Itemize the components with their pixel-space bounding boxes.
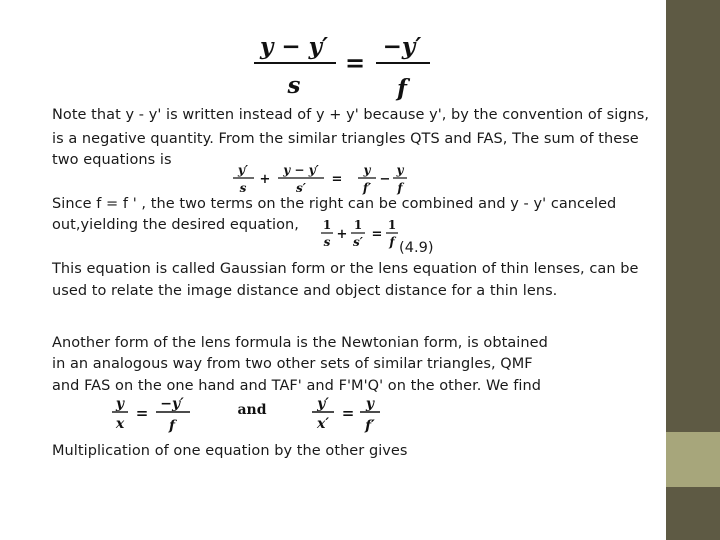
top-eq-equals: = [344, 48, 366, 77]
sum-eq-term4-numerator: y [396, 163, 404, 177]
gauss-eq-equals: = [371, 227, 383, 242]
paragraph-2-line-1: Since f = f ' , the two terms on the right can be combined and y - y' canceled [52, 196, 617, 212]
newton-eq-d-denominator: f′ [365, 418, 375, 434]
equation-number: (4.9) [399, 240, 434, 256]
newton-eq-d-numerator: y [365, 396, 375, 412]
gauss-eq-term1-numerator: 1 [322, 218, 332, 232]
paragraph-1-line-1: Note that y - y' is written instead of y + y' because y', by the convention of signs, [52, 107, 650, 123]
sum-eq-term1-denominator: s [239, 181, 247, 195]
top-eq-right-numerator: −y′ [382, 33, 422, 60]
gauss-eq-term1-denominator: s [323, 235, 331, 249]
top-eq-right-denominator: f [397, 75, 407, 102]
newton-eq-c-numerator: y′ [317, 396, 329, 412]
gauss-eq-term2-numerator: 1 [353, 218, 363, 232]
top-equation [252, 26, 442, 106]
paragraph-1-line-3: two equations is [52, 152, 172, 168]
gaussian-equation [318, 216, 403, 252]
paragraph-3-line-2: used to relate the image distance and object distance for a thin lens. [52, 283, 558, 299]
side-bar-top [666, 0, 720, 432]
sum-eq-plus: + [259, 172, 271, 187]
sum-eq-equals: = [331, 172, 343, 187]
sum-eq-term2-numerator: y − y′ [283, 163, 319, 177]
sum-eq-term3-numerator: y [363, 163, 371, 177]
newton-eq-b-denominator: f [168, 418, 176, 434]
sum-equation [230, 160, 410, 198]
newton-eq-b-numerator: −y′ [160, 396, 184, 412]
paragraph-1-line-2: is a negative quantity. From the similar triangles QTS and FAS, The sum of these [52, 131, 639, 147]
newton-eq-c-denominator: x′ [316, 416, 330, 432]
paragraph-4-line-2: in an analogous way from two other sets of similar triangles, QMF [52, 356, 533, 372]
top-eq-left-denominator: s [287, 72, 301, 99]
top-eq-left-numerator: y − y′ [259, 33, 329, 60]
paragraph-2-line-2: out,yielding the desired equation, [52, 217, 299, 233]
newton-eq-equals-1: = [135, 404, 149, 422]
newton-eq-a-numerator: y [115, 396, 125, 412]
gauss-eq-plus: + [336, 227, 348, 242]
side-bar-middle [666, 432, 720, 487]
gauss-eq-term3-numerator: 1 [387, 218, 397, 232]
sum-eq-term4-denominator: f [397, 181, 403, 195]
paragraph-3-line-1: This equation is called Gaussian form or the lens equation of thin lenses, can be [52, 261, 639, 277]
paragraph-5-line-1: Multiplication of one equation by the other gives [52, 443, 408, 459]
paragraph-4-line-1: Another form of the lens formula is the Newtonian form, is obtained [52, 335, 548, 351]
newton-eq-a-denominator: x [115, 416, 125, 432]
sum-eq-term3-denominator: f′ [362, 181, 372, 195]
newton-eq-and: and [237, 402, 267, 418]
paragraph-4-line-3: and FAS on the one hand and TAF' and F'M'Q' on the other. We find [52, 378, 541, 394]
side-bar-bottom [666, 487, 720, 540]
newtonian-equations [110, 392, 410, 434]
sum-eq-minus: − [379, 172, 391, 187]
gauss-eq-term3-denominator: f [389, 235, 395, 249]
sum-eq-term1-numerator: y′ [237, 163, 249, 177]
sum-eq-term2-denominator: s′ [296, 181, 306, 195]
gauss-eq-term2-denominator: s′ [353, 235, 363, 249]
newton-eq-equals-2: = [341, 404, 355, 422]
